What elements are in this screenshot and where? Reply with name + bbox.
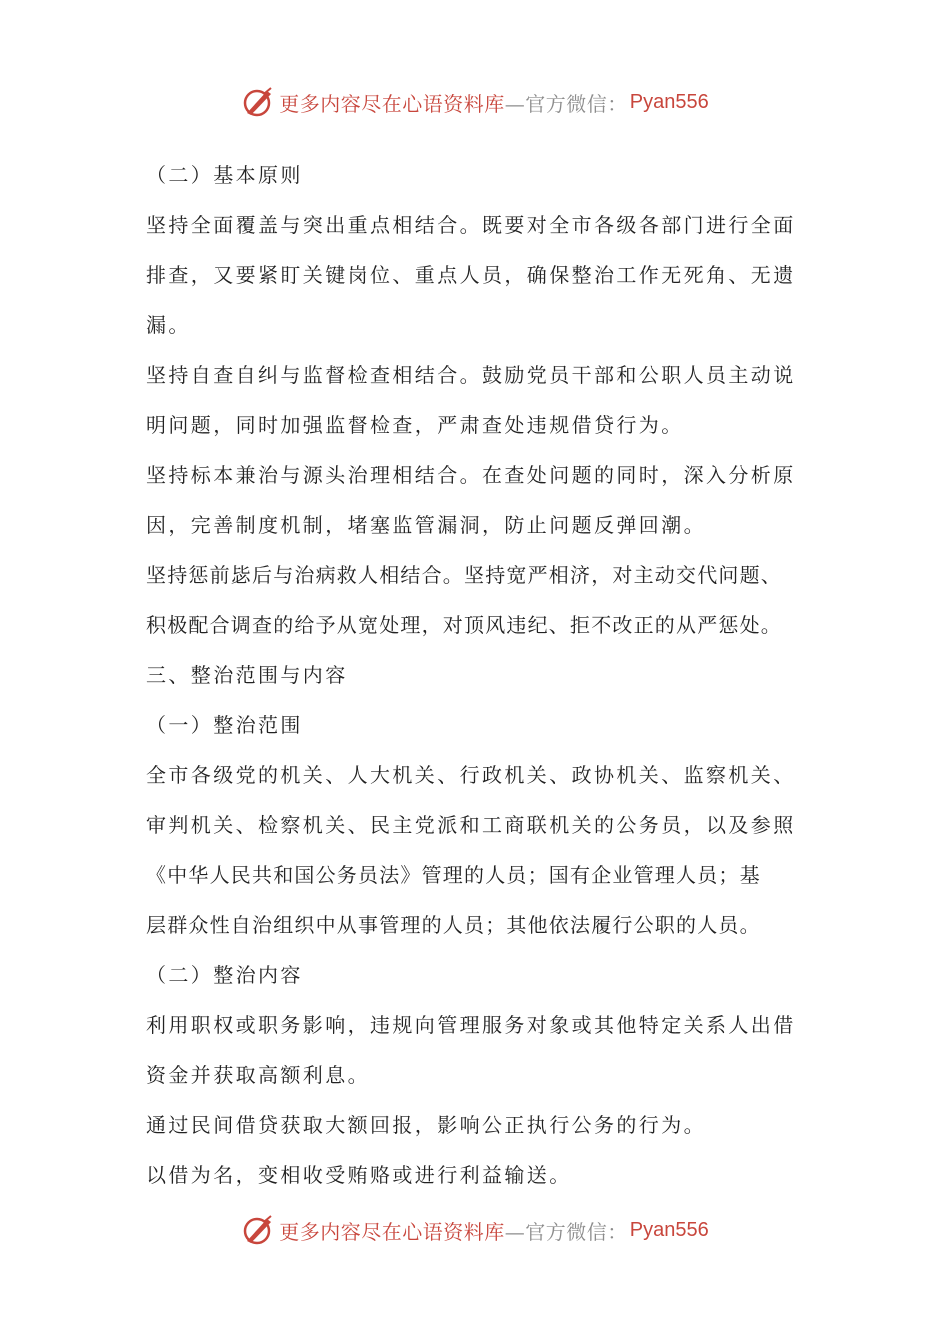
- paragraph-line: 漏。: [146, 313, 191, 337]
- paragraph-line: 全市各级党的机关、人大机关、行政机关、政协机关、监察机关、: [146, 763, 796, 787]
- header-wechat-id: Pyan556: [629, 90, 709, 113]
- paragraph-line: 坚持标本兼治与源头治理相结合。在查处问题的同时，深入分析原: [146, 463, 796, 487]
- footer-wechat-id: Pyan556: [629, 1218, 709, 1241]
- paragraph-line: 利用职权或职务影响，违规向管理服务对象或其他特定关系人出借: [146, 1013, 796, 1037]
- paragraph-line: 排查，又要紧盯关键岗位、重点人员，确保整治工作无死角、无遗: [146, 263, 796, 287]
- paragraph-line: 明问题，同时加强监督检查，严肃查处违规借贷行为。: [146, 413, 684, 437]
- footer-banner: [0, 1210, 950, 1250]
- paragraph-line: 《中华人民共和国公务员法》管理的人员；国有企业管理人员；基: [146, 863, 761, 887]
- paragraph-line: 坚持全面覆盖与突出重点相结合。既要对全市各级各部门进行全面: [146, 213, 796, 237]
- paragraph-line: 以借为名，变相收受贿赂或进行利益输送。: [146, 1163, 572, 1187]
- pen-logo-icon: [241, 85, 275, 119]
- paragraph-line: 积极配合调查的给予从宽处理，对顶风违纪、拒不改正的从严惩处。: [146, 613, 782, 637]
- document-body: [146, 150, 811, 1200]
- section-heading: （二）整治内容: [146, 963, 303, 987]
- footer-site-name: 更多内容尽在心语资料库: [279, 1219, 505, 1244]
- paragraph-line: 审判机关、检察机关、民主党派和工商联机关的公务员，以及参照: [146, 813, 796, 837]
- paragraph-line: 因，完善制度机制，堵塞监管漏洞，防止问题反弹回潮。: [146, 513, 706, 537]
- paragraph-line: 层群众性自治组织中从事管理的人员；其他依法履行公职的人员。: [146, 913, 761, 937]
- header-site-name: 更多内容尽在心语资料库: [279, 91, 505, 116]
- paragraph-line: 资金并获取高额利息。: [146, 1063, 370, 1087]
- footer-wechat-label: —官方微信：: [504, 1219, 628, 1244]
- paragraph-line: 坚持自查自纠与监督检查相结合。鼓励党员干部和公职人员主动说: [146, 363, 796, 387]
- section-heading: （一）整治范围: [146, 713, 303, 737]
- paragraph-line: 坚持惩前毖后与治病救人相结合。坚持宽严相济，对主动交代问题、: [146, 563, 782, 587]
- section-heading: 三、整治范围与内容: [146, 663, 348, 687]
- pen-logo-icon: [241, 1213, 275, 1247]
- header-banner: [0, 82, 950, 122]
- header-wechat-label: —官方微信：: [504, 91, 628, 116]
- paragraph-line: 通过民间借贷获取大额回报，影响公正执行公务的行为。: [146, 1113, 706, 1137]
- section-heading: （二）基本原则: [146, 163, 303, 187]
